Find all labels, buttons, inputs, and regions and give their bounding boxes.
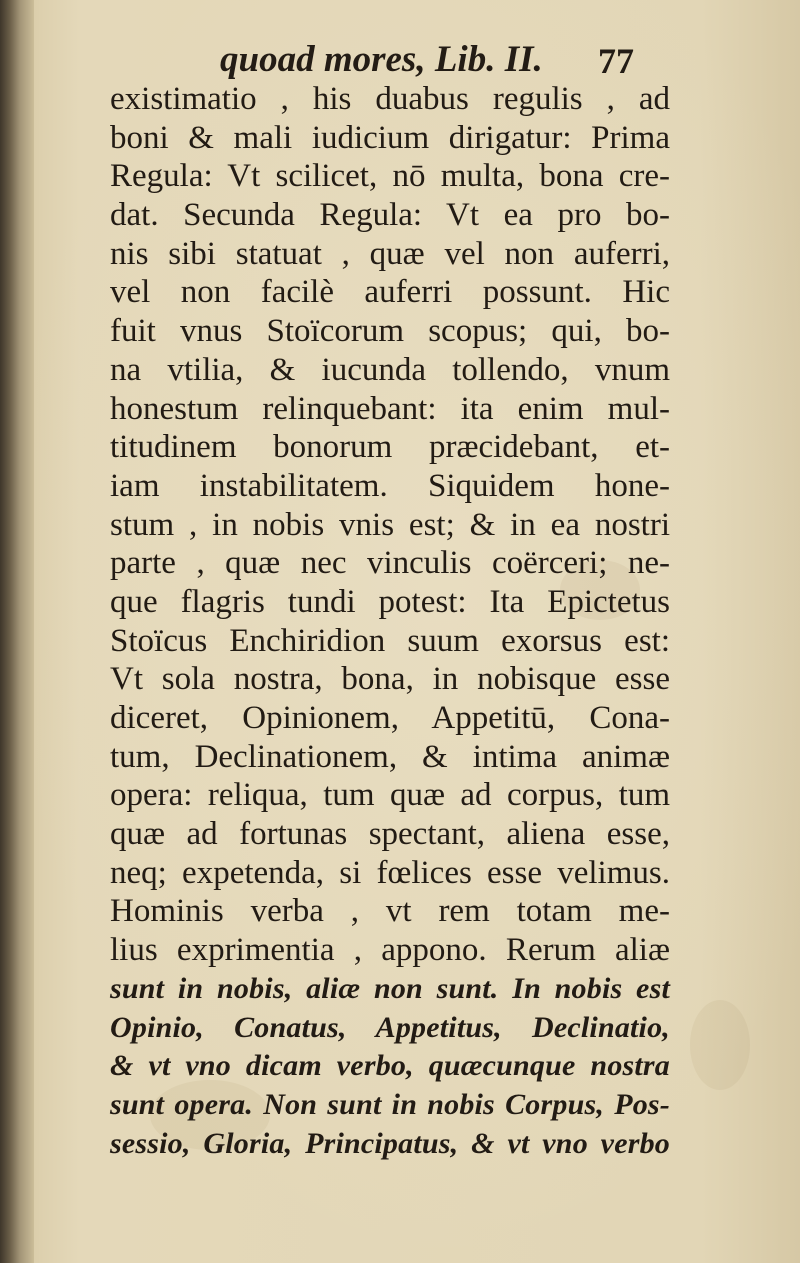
text-line: quæ ad fortunas spectant, aliena esse, bbox=[110, 816, 670, 853]
body-text bbox=[110, 80, 670, 1163]
text-line: honestum relinquebant: ita enim mul- bbox=[110, 390, 670, 427]
page-number: 77 bbox=[598, 41, 634, 81]
text-line: neq; expetenda, si fœlices esse velimus. bbox=[110, 854, 670, 891]
text-line-italic: sunt opera. Non sunt in nobis Corpus, Pos- bbox=[110, 1087, 670, 1121]
text-line: na vtilia, & iucunda tollendo, vnum bbox=[110, 351, 670, 388]
text-line: iam instabilitatem. Siquidem hone- bbox=[110, 467, 670, 504]
text-line: Regula: Vt scilicet, nō multa, bona cre- bbox=[110, 158, 670, 195]
running-head: quoad mores, Lib. II. bbox=[220, 39, 543, 80]
text-line: stum , in nobis vnis est; & in ea nostri bbox=[110, 506, 670, 543]
text-line: existimatio , his duabus regulis , ad bbox=[110, 81, 670, 117]
text-line: Stoïcus Enchiridion suum exorsus est: bbox=[110, 622, 670, 659]
text-line: fuit vnus Stoïcorum scopus; qui, bo- bbox=[110, 313, 670, 350]
text-line: boni & mali iudicium dirigatur: Prima bbox=[110, 119, 670, 156]
text-line: lius exprimentia , appono. Rerum aliæ bbox=[110, 932, 670, 969]
text-line: Vt sola nostra, bona, in nobisque esse bbox=[110, 661, 670, 698]
text-line: vel non facilè auferri possunt. Hic bbox=[110, 274, 670, 311]
page-stain bbox=[690, 1000, 750, 1090]
text-line: diceret, Opinionem, Appetitū, Cona- bbox=[110, 700, 670, 736]
text-line-italic: & vt vno dicam verbo, quæcunque nostra bbox=[110, 1049, 670, 1083]
text-line-italic: sunt in nobis, aliæ non sunt. In nobis est bbox=[110, 971, 670, 1005]
text-line-italic: Opinio, Conatus, Appetitus, Declinatio, bbox=[110, 1010, 670, 1044]
text-line-italic: sessio, Gloria, Principatus, & vt vno verbo bbox=[110, 1126, 670, 1160]
text-line: nis sibi statuat , quæ vel non auferri, bbox=[110, 235, 670, 272]
text-line: tum, Declinationem, & intima animæ bbox=[110, 738, 670, 775]
binding-gutter bbox=[0, 0, 34, 1263]
text-line: parte , quæ nec vinculis coërceri; ne- bbox=[110, 545, 670, 582]
text-line: opera: reliqua, tum quæ ad corpus, tum bbox=[110, 777, 670, 814]
text-line: dat. Secunda Regula: Vt ea pro bo- bbox=[110, 197, 670, 234]
text-line: titudinem bonorum præcidebant, et- bbox=[110, 429, 670, 466]
text-line: que flagris tundi potest: Ita Epictetus bbox=[110, 583, 670, 620]
text-line: Hominis verba , vt rem totam me- bbox=[110, 893, 670, 930]
